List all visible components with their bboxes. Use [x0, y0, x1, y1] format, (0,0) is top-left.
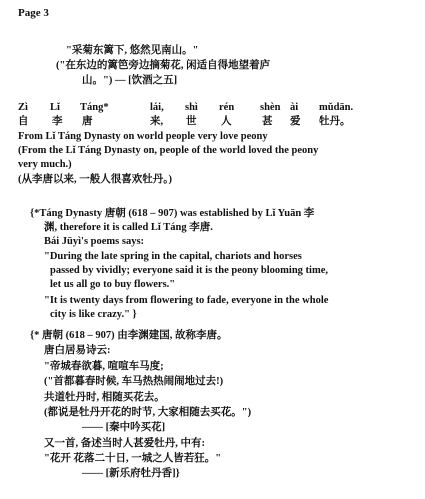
hanzi-char: 牡丹。 — [319, 116, 351, 127]
quote-line-1: "采菊东篱下, 悠然见南山。" — [66, 45, 199, 56]
hanzi-char: 世 — [186, 116, 197, 127]
quote-line-2: ("在东边的篱笆旁边摘菊花, 闲适自得地望着庐 — [56, 60, 271, 71]
hanzi-char: 李 — [52, 116, 63, 127]
pinyin-word: Táng* — [80, 102, 109, 113]
note-en-line-4: "During the late spring in the capital, chariots and horses — [44, 251, 302, 262]
note-cn-line-3: "帝城春欲暮, 喧喧车马度; — [44, 361, 164, 372]
translation-line-3: very much.) — [18, 159, 72, 170]
note-en-line-3: Bái Jūyì's poems says: — [44, 236, 145, 247]
page-label: Page 3 — [18, 7, 49, 19]
hanzi-char: 甚 — [262, 116, 273, 127]
pinyin-word: Zì — [18, 102, 28, 113]
pinyin-word: ài — [290, 102, 299, 113]
pinyin-word: lái, — [150, 102, 164, 113]
pinyin-word: rén — [219, 102, 235, 113]
note-en-line-7: "It is twenty days from flowering to fade, everyone in the whole — [44, 295, 329, 306]
hanzi-char: 唐 — [82, 116, 93, 127]
pinyin-word: Lǐ — [50, 102, 60, 113]
note-cn-line-5: 共道牡丹时, 相随买花去。 — [44, 392, 165, 403]
translation-line-2: (From the Lǐ Táng Dynasty on, people of the world loved the peony — [18, 145, 319, 156]
note-cn-line-4: ("首都暮春时候, 车马热热闹闹地过去!) — [44, 376, 224, 387]
pinyin-word: mǔdān. — [319, 102, 354, 113]
note-en-line-2: 渊, therefore it is called Lǐ Táng 李唐. — [44, 222, 213, 233]
note-cn-line-9: "花开 花落二十日, 一城之人皆若狂。" — [44, 453, 222, 464]
hanzi-char: 来, — [150, 116, 164, 127]
translation-literal: From Lǐ Táng Dynasty on world people very love peony — [18, 131, 268, 142]
note-en-line-6: let us all go to buy flowers." — [50, 279, 176, 290]
hanzi-char: 人 — [221, 116, 232, 127]
hanzi-char: 自 — [18, 116, 29, 127]
note-cn-line-1: {* 唐朝 (618 – 907) 由李渊建国, 故称李唐。 — [30, 330, 228, 341]
note-cn-line-10: ―― [新乐府牡丹香]} — [82, 468, 180, 479]
pinyin-row — [0, 101, 425, 114]
note-en-line-5: passed by vividly; everyone said it is the peony blooming time, — [50, 265, 328, 276]
note-cn-line-8: 又一首, 备述当时人甚爱牡丹, 中有: — [44, 438, 205, 449]
quote-line-3: 山。") ― [饮酒之五] — [82, 75, 178, 86]
note-cn-line-6: (都说是牡丹开花的时节, 大家相随去买花。") — [44, 407, 252, 418]
note-en-line-1: {*Táng Dynasty 唐朝 (618 – 907) was established by Lǐ Yuān 李 — [30, 208, 315, 219]
note-en-line-8: city is like crazy." } — [50, 309, 137, 320]
note-cn-line-2: 唐白居易诗云: — [44, 345, 111, 356]
hanzi-char: 爱 — [290, 116, 301, 127]
translation-chinese: (从李唐以来, 一般人很喜欢牡丹。) — [18, 174, 172, 185]
hanzi-row — [0, 115, 425, 128]
note-cn-line-7: ―― [秦中吟买花] — [82, 422, 166, 433]
pinyin-word: shì — [185, 102, 198, 113]
pinyin-word: shèn — [260, 102, 281, 113]
